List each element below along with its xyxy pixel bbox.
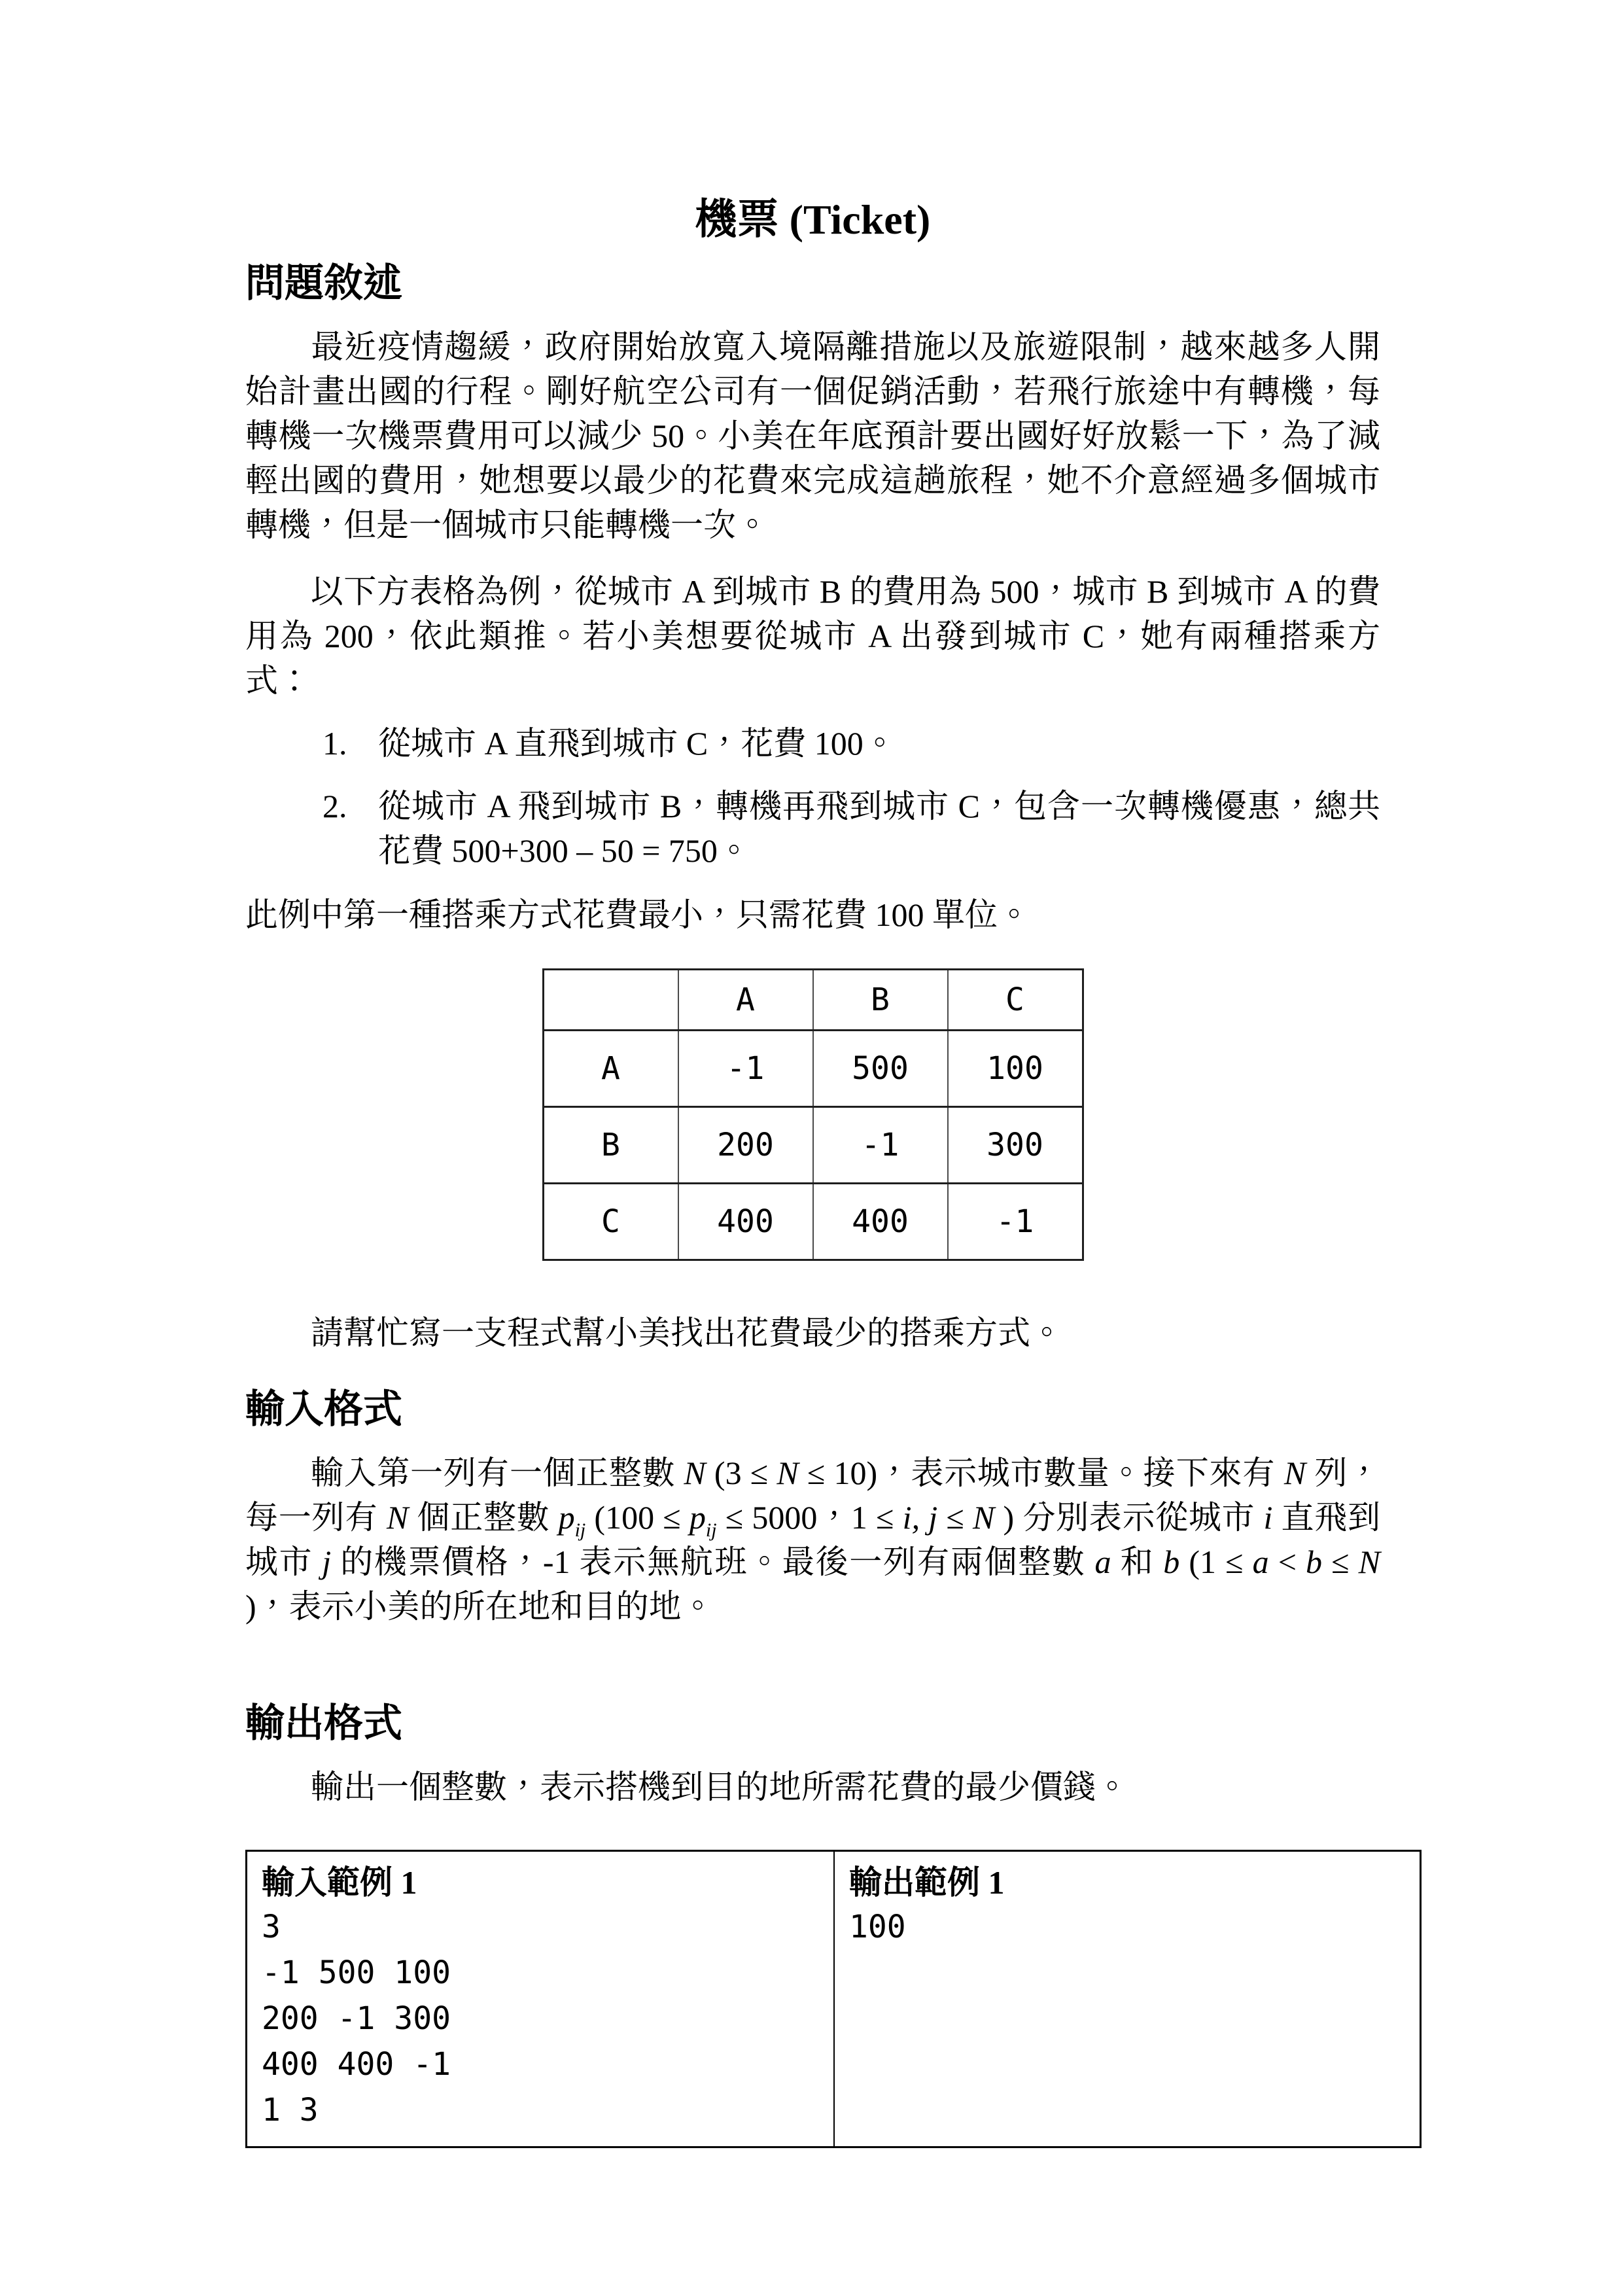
var-n: N: [1283, 1455, 1306, 1491]
var-n: N: [1358, 1544, 1381, 1580]
input-format-paragraph: [245, 1451, 1380, 1629]
example-box: [245, 1850, 1422, 2148]
var-n: N: [973, 1499, 995, 1536]
var-ij: i, j: [902, 1499, 938, 1536]
var-a: a: [1252, 1544, 1269, 1580]
var-n: N: [684, 1455, 706, 1491]
var-j: j: [322, 1544, 332, 1580]
row-label: B: [543, 1107, 678, 1184]
example-input-label: 輸入範例 1: [262, 1864, 417, 1901]
example-input-line: 1 3: [262, 2092, 319, 2128]
example-input-line: 200 -1 300: [262, 2000, 451, 2037]
var-b: b: [1163, 1544, 1180, 1580]
text-run: (1 ≤: [1179, 1544, 1253, 1580]
section-heading-output-format: 輸出格式: [245, 1702, 402, 1745]
text-run: 輸入第一列有一個正整數: [311, 1455, 684, 1491]
problem-paragraph-1: 最近疫情趨緩，政府開始放寬入境隔離措施以及旅遊限制，越來越多人開始計畫出國的行程。剛好航空公司有一個促銷活動，若飛行旅途中有轉機，每轉機一次機票費用可以減少 50。小美在年底預計要出國好好放鬆一下，為了減輕出國的費用，她想要以最少的花費來完成這趟旅程，她不介意經過多個城市轉機，但是一個城市只能轉機一次。: [245, 328, 1380, 543]
cost-cell: 400: [813, 1184, 948, 1260]
var-p: p: [558, 1499, 575, 1536]
cost-cell: 200: [678, 1107, 813, 1184]
var-n: N: [777, 1455, 799, 1491]
text-run: ≤: [937, 1499, 973, 1536]
text-run: ≤: [1322, 1544, 1359, 1580]
text-run: <: [1268, 1544, 1306, 1580]
list-item-2-text: 從城市 A 飛到城市 B，轉機再飛到城市 C，包含一次轉機優惠，總共花費 500+300 – 50 = 750。: [378, 788, 1380, 869]
text-run: 個正整數: [408, 1499, 559, 1536]
cost-cell: 400: [678, 1184, 813, 1260]
text-run: 的機票價格，-1 表示無航班。最後一列有兩個整數: [331, 1544, 1095, 1580]
text-run: )，表示小美的所在地和目的地。: [245, 1588, 714, 1625]
list-item-1-number: 1.: [323, 725, 347, 762]
cost-table-col-header: B: [813, 970, 948, 1031]
cost-cell: -1: [948, 1184, 1083, 1260]
section-heading-problem: 問題敘述: [245, 262, 402, 305]
text-run: 和: [1111, 1544, 1164, 1580]
text-run: 列，每一列有: [245, 1455, 1381, 1536]
example-input-line: -1 500 100: [262, 1954, 451, 1991]
cost-cell: 300: [948, 1107, 1083, 1184]
table-caption-paragraph: 此例中第一種搭乘方式花費最小，只需花費 100 單位。: [245, 896, 1030, 933]
example-input-line: 400 400 -1: [262, 2046, 451, 2083]
row-label: A: [543, 1031, 678, 1107]
row-label: C: [543, 1184, 678, 1260]
var-p-subscript: ij: [574, 1519, 586, 1541]
cost-table-corner-cell: [543, 970, 678, 1031]
problem-paragraph-2: 以下方表格為例，從城市 A 到城市 B 的費用為 500，城市 B 到城市 A 的費用為 200，依此類推。若小美想要從城市 A 出發到城市 C，她有兩種搭乘方式：: [245, 573, 1380, 699]
var-i: i: [1263, 1499, 1273, 1536]
cost-cell: -1: [813, 1107, 948, 1184]
list-item-2-number: 2.: [323, 788, 347, 824]
text-run: ≤ 10)，表示城市數量。接下來有: [798, 1455, 1284, 1491]
cost-table: [542, 968, 1084, 1261]
list-item-2: [323, 784, 1380, 873]
text-run: (100 ≤: [585, 1499, 689, 1536]
example-input-column: [247, 1852, 833, 2146]
cost-cell: 500: [813, 1031, 948, 1107]
request-paragraph: 請幫忙寫一支程式幫小美找出花費最少的搭乘方式。: [311, 1315, 1063, 1351]
section-heading-input-format: 輸入格式: [245, 1388, 402, 1431]
var-p-subscript: ij: [705, 1519, 717, 1541]
text-run: (3 ≤: [705, 1455, 777, 1491]
var-n: N: [387, 1499, 409, 1536]
example-input-line: 3: [262, 1909, 281, 1945]
page-title: 機票 (Ticket): [695, 196, 931, 243]
text-run: 直飛到城市: [245, 1499, 1381, 1580]
cost-table-col-header: A: [678, 970, 813, 1031]
cost-table-col-header: C: [948, 970, 1083, 1031]
var-b: b: [1306, 1544, 1323, 1580]
example-output-line: 100: [849, 1909, 906, 1945]
cost-cell: -1: [678, 1031, 813, 1107]
var-a: a: [1094, 1544, 1111, 1580]
example-output-column: [833, 1852, 1420, 2146]
cost-table-row-b: [543, 1107, 1083, 1184]
var-p: p: [689, 1499, 706, 1536]
options-list: [245, 721, 1380, 873]
cost-table-row-a: [543, 1031, 1083, 1107]
cost-table-row-c: [543, 1184, 1083, 1260]
cost-cell: 100: [948, 1031, 1083, 1107]
cost-table-header-row: [543, 970, 1083, 1031]
output-format-paragraph: 輸出一個整數，表示搭機到目的地所需花費的最少價錢。: [311, 1769, 1128, 1805]
text-run: ≤ 5000，1 ≤: [716, 1499, 903, 1536]
text-run: ) 分別表示從城市: [994, 1499, 1264, 1536]
list-item-1: [323, 721, 1380, 766]
example-output-label: 輸出範例 1: [849, 1864, 1005, 1901]
list-item-1-text: 從城市 A 直飛到城市 C，花費 100。: [378, 725, 896, 762]
